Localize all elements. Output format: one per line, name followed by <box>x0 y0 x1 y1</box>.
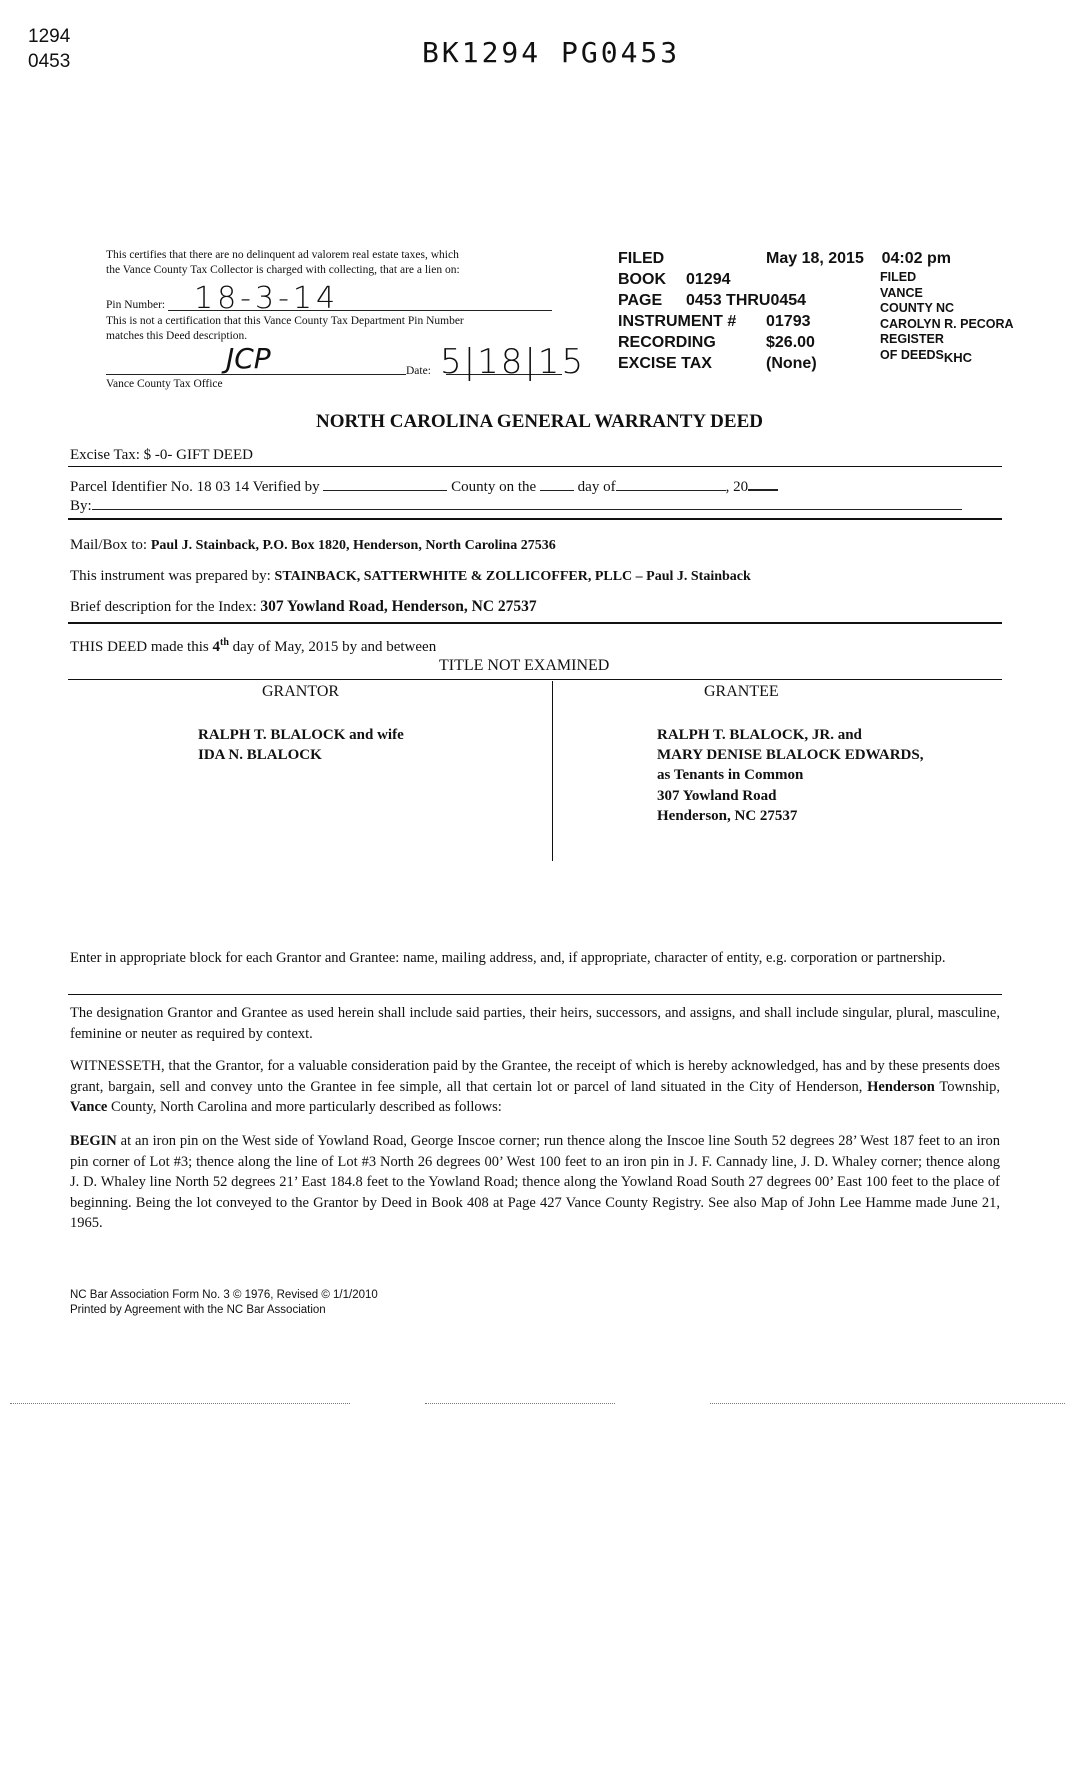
mail-value: Paul J. Stainback, P.O. Box 1820, Henderson, North Carolina 27536 <box>150 538 556 553</box>
grantee-line: Henderson, NC 27537 <box>657 808 798 824</box>
mail-label: Mail/Box to: <box>70 537 148 553</box>
day-blank <box>540 476 574 491</box>
register-of-deeds-stamp <box>880 270 1014 365</box>
mail-box-line <box>70 537 556 554</box>
corner-book-number: 1294 <box>28 26 71 47</box>
year-blank <box>748 475 778 491</box>
parcel-label: Parcel Identifier No. <box>70 479 193 495</box>
cert-note-line-2: matches this Deed description. <box>106 330 248 342</box>
scan-artifact-line <box>10 1403 350 1404</box>
scan-artifact-line <box>425 1403 615 1404</box>
prepared-label: This instrument was prepared by: <box>70 568 271 584</box>
date-value: 5|18|15 <box>440 342 586 382</box>
register-line: FILED <box>880 270 917 284</box>
grantee-heading: GRANTEE <box>704 683 779 700</box>
day-of-label: day of <box>577 479 616 495</box>
brief-label: Brief description for the Index: <box>70 599 257 615</box>
register-line: REGISTER <box>880 332 944 346</box>
grantor-line: IDA N. BLALOCK <box>198 747 322 763</box>
grantor-line: RALPH T. BLALOCK and wife <box>198 727 404 743</box>
instrument-value: 01793 <box>766 313 811 330</box>
page-value: 0453 THRU0454 <box>686 292 807 309</box>
made-prefix: THIS DEED made this <box>70 639 209 655</box>
instrument-label: INSTRUMENT # <box>618 313 737 330</box>
corner-page-number: 0453 <box>28 51 71 72</box>
parcel-identifier-line <box>70 475 778 496</box>
deed-title: NORTH CAROLINA GENERAL WARRANTY DEED <box>316 411 763 432</box>
brief-value: 307 Yowland Road, Henderson, NC 27537 <box>260 598 537 615</box>
cert-text-line-2: the Vance County Tax Collector is charged with collecting, that are a lien on: <box>106 264 460 276</box>
witnesseth-text: WITNESSETH, that the Grantor, for a valuable consideration paid by the Grantee, the receipt of which is hereby acknowledged, has and by these presents does grant, bargain, sell and convey unto the Grantee in fee simple, all that certain lot or parcel of land situated in the City of Henderson, <box>70 1058 1000 1095</box>
verified-by-blank <box>323 476 447 491</box>
tax-office-label: Vance County Tax Office <box>106 378 223 390</box>
grantee-line: as Tenants in Common <box>657 767 804 783</box>
excise-label: EXCISE TAX <box>618 355 712 372</box>
pin-number-value: 18-3-14 <box>194 281 340 316</box>
register-line: CAROLYN R. PECORA <box>880 316 1014 331</box>
made-day-number: 4 <box>212 639 220 655</box>
pin-number-label: Pin Number: <box>106 299 166 311</box>
corner-book-page <box>28 24 70 74</box>
page-label: PAGE <box>618 292 663 309</box>
by-line <box>70 495 962 515</box>
begin-word: BEGIN <box>70 1133 117 1149</box>
footer-line-1: NC Bar Association Form No. 3 © 1976, Revised © 1/1/2010 <box>70 1289 378 1301</box>
excise-value: (None) <box>766 355 817 372</box>
register-line: COUNTY NC <box>880 301 955 315</box>
rule-divider <box>68 622 1002 624</box>
date-label: Date: <box>406 365 431 377</box>
title-not-examined: TITLE NOT EXAMINED <box>439 657 610 674</box>
month-blank <box>616 476 726 491</box>
prepared-value: STAINBACK, SATTERWHITE & ZOLLICOFFER, PLLC – Paul J. Stainback <box>274 569 751 584</box>
recording-value: $26.00 <box>766 334 815 351</box>
grantee-line: 307 Yowland Road <box>657 788 777 804</box>
deed-made-line <box>70 637 436 656</box>
clerk-initials: KHC <box>943 349 973 365</box>
signature-line <box>106 374 406 375</box>
verified-by-label: Verified by <box>252 479 320 495</box>
register-of-deeds-text: OF DEEDS <box>880 347 944 362</box>
rule-divider <box>68 466 1002 467</box>
brief-description-line <box>70 598 537 616</box>
book-value: 01294 <box>686 271 731 288</box>
register-line: VANCE <box>880 285 923 300</box>
tax-office-signature: JCP <box>226 342 271 375</box>
grantor-heading: GRANTOR <box>262 683 340 700</box>
filed-value: May 18, 2015 04:02 pm <box>766 250 951 267</box>
legal-description-text: at an iron pin on the West side of Yowland Road, George Inscoe corner; run thence along the Inscoe line South 52 degrees 28’ West 187 feet to an iron pin corner of Lot #3; thence along the line of Lot #3 North 26 degrees 00’ West 100 feet to an iron pin in J. F. Cannady line, J. D. Whaley corner; thence along J. D. Whaley line North 52 degrees 21’ East 184.8 feet to the Yowland Road; thence along the Yowland Road South 27 degrees 00’ East 100 feet to the place of beginning. Being the lot conveyed to the Grantor by Deed in Book 408 at Page 427 Vance County Registry. See also Map of John Lee Hamme made June 21, 1965. <box>70 1133 1001 1231</box>
instruction-paragraph: Enter in appropriate block for each Grantor and Grantee: name, mailing address, and, if appropriate, character of entity, e.g. corporation or partnership. <box>70 950 946 966</box>
filed-row <box>618 248 951 269</box>
witnesseth-township-suffix: Township, <box>939 1078 1000 1095</box>
excise-tax-line: Excise Tax: $ -0- GIFT DEED <box>70 447 253 463</box>
party-column-divider <box>552 681 553 861</box>
recording-label: RECORDING <box>618 334 716 351</box>
cert-note-line-1: This is not a certification that this Vance County Tax Department Pin Number <box>106 315 464 327</box>
scan-artifact-line <box>710 1403 1065 1404</box>
witnesseth-township: Henderson <box>867 1078 935 1095</box>
year-prefix: , 20 <box>725 479 749 495</box>
by-blank <box>92 495 962 510</box>
rule-divider <box>68 679 1002 680</box>
designation-paragraph: The designation Grantor and Grantee as used herein shall include said parties, their heirs, successors, and assigns, and shall include singular, plural, masculine, feminine or neuter as required by context. <box>70 1005 1000 1042</box>
witnesseth-county-suffix: County, North Carolina and more particularly described as follows: <box>110 1099 502 1115</box>
made-day <box>212 639 228 655</box>
cert-text-line-1: This certifies that there are no delinquent ad valorem real estate taxes, which <box>106 249 459 261</box>
rule-divider <box>68 994 1002 995</box>
book-label: BOOK <box>618 271 666 288</box>
form-footer <box>70 1288 378 1318</box>
grantee-line: MARY DENISE BLALOCK EDWARDS, <box>657 747 924 763</box>
witnesseth-paragraph <box>70 1056 1000 1118</box>
legal-description-paragraph <box>70 1131 1000 1234</box>
witnesseth-county: Vance <box>70 1099 108 1115</box>
grantee-line: RALPH T. BLALOCK, JR. and <box>657 727 862 743</box>
made-day-suffix: th <box>219 637 229 648</box>
rule-divider <box>68 518 1002 520</box>
by-label: By: <box>70 498 92 514</box>
county-on-the-label: County on the <box>451 479 537 495</box>
prepared-by-line <box>70 568 751 585</box>
footer-line-2: Printed by Agreement with the NC Bar Association <box>70 1304 326 1316</box>
made-suffix: day of May, 2015 by and between <box>232 639 437 655</box>
parcel-value: 18 03 14 <box>196 479 250 495</box>
register-line <box>880 348 1014 366</box>
filed-label: FILED <box>618 250 665 267</box>
book-page-stamp: BK1294 PG0453 <box>422 36 681 69</box>
